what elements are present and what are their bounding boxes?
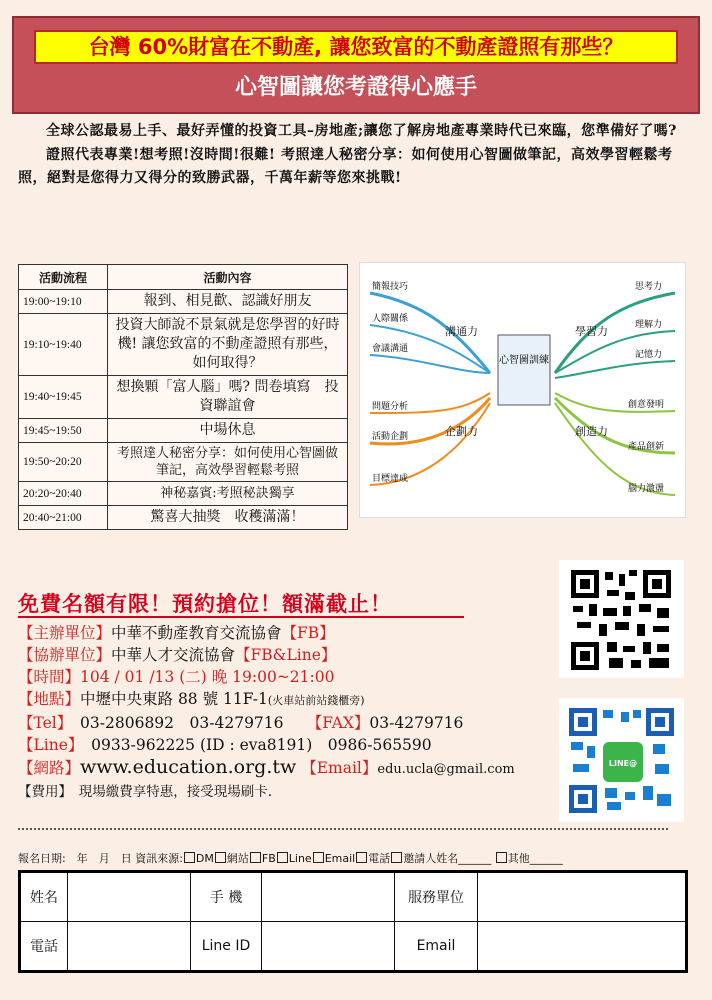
checkbox-other[interactable] — [496, 852, 507, 863]
line-at-label: LINE@ — [608, 759, 638, 768]
input-company[interactable] — [478, 872, 687, 922]
branch-label: 創造力 — [575, 425, 608, 438]
branch-label: 學習力 — [575, 325, 608, 338]
leaf-label: 記憶力 — [635, 350, 663, 360]
qr-code-fb[interactable] — [559, 560, 684, 678]
fax-number: 03-4279716 — [369, 714, 464, 732]
table-row: 19:40~19:45 想換顆「富人腦」嗎? 問卷填寫 投資聯誼會 — [19, 376, 348, 419]
intro-paragraph-2: 證照代表專業!想考照!沒時間!很難! 考照達人秘密分享：如何使用心智圖做筆記，高效學習輕鬆考照，絕對是您得力又得分的致勝武器，千萬年薪等您來挑戰! — [18, 146, 673, 186]
leaf-label: 思考力 — [635, 282, 663, 292]
checkbox-phone[interactable] — [356, 852, 367, 863]
table-row: 19:00~19:10 報到、相見歡、認識好朋友 — [19, 290, 348, 314]
leaf-label: 創意發明 — [628, 400, 665, 410]
leaf-label: 會議溝通 — [372, 344, 409, 354]
cut-line-divider — [18, 828, 668, 830]
host-name: 中華不動產教育交流協會 — [111, 624, 282, 642]
schedule-header-time: 活動流程 — [19, 265, 108, 290]
mind-map-image — [359, 262, 686, 518]
intro-paragraph-1: 全球公認最易上手、最好弄懂的投資工具–房地產;讓您了解房地產專業時代已來臨，您準備好了嗎? — [46, 123, 677, 139]
leaf-label: 產品創新 — [628, 442, 665, 452]
label-company: 服務單位 — [395, 872, 478, 922]
label-line-id: Line ID — [191, 922, 262, 972]
branch-label: 企劃力 — [445, 425, 478, 438]
free-slots-notice: 免費名額有限！預約搶位！額滿截止！ — [18, 591, 392, 616]
table-row: 20:20~20:40 神秘嘉賓:考照秘訣獨享 — [19, 482, 348, 506]
schedule-table — [18, 264, 348, 530]
table-row: 20:40~21:00 驚喜大抽獎 收穫滿滿！ — [19, 506, 348, 530]
fee-info: 現場繳費享特惠，接受現場刷卡. — [78, 784, 273, 800]
leaf-label: 目標達成 — [372, 474, 409, 484]
intro-text — [18, 120, 678, 191]
checkbox-line[interactable] — [277, 852, 288, 863]
schedule-header-content: 活動內容 — [108, 265, 348, 290]
event-time: 104 / 01 /13 (二) 晚 19:00~21:00 — [80, 668, 335, 686]
label-mobile: 手 機 — [191, 872, 262, 922]
mind-map-center: 心智圖訓練 — [499, 355, 549, 366]
co-host-name: 中華人才交流協會 — [111, 646, 236, 664]
leaf-label: 人際關係 — [372, 314, 409, 324]
input-mobile[interactable] — [262, 872, 395, 922]
input-name[interactable] — [68, 872, 191, 922]
branch-label: 溝通力 — [445, 325, 478, 338]
input-phone[interactable] — [68, 922, 191, 972]
checkbox-website[interactable] — [215, 852, 226, 863]
table-row: 19:45~19:50 中場休息 — [19, 419, 348, 443]
website-link[interactable]: www.education.org.tw — [80, 756, 297, 778]
input-email[interactable] — [478, 922, 687, 972]
qr-code-icon — [559, 560, 684, 678]
banner-subtitle: 心智圖讓您考證得心應手 — [234, 75, 477, 100]
email-link[interactable]: edu.ucla@gmail.com — [377, 762, 515, 777]
registration-form-table — [18, 870, 688, 973]
checkbox-dm[interactable] — [184, 852, 195, 863]
header-banner — [12, 16, 700, 114]
checkbox-email[interactable] — [313, 852, 324, 863]
table-row: 19:10~19:40 投資大師說不景氣就是您學習的好時機! 讓您致富的不動產證照有那些，如何取得？ — [19, 314, 348, 376]
checkbox-inviter[interactable] — [391, 852, 402, 863]
leaf-label: 活動企劃 — [372, 432, 409, 442]
qr-code-line[interactable] — [559, 698, 684, 822]
line-qr-code-icon — [559, 698, 684, 822]
banner-title: 台灣 60%財富在不動產, 讓您致富的不動產證照有那些？ — [34, 30, 678, 64]
event-place: 中壢中央東路 88 號 11F-1 — [80, 690, 268, 708]
label-name: 姓名 — [20, 872, 68, 922]
checkbox-fb[interactable] — [250, 852, 261, 863]
leaf-label: 理解力 — [635, 320, 663, 330]
table-row: 19:50~20:20 考照達人秘密分享：如何使用心智圖做筆記，高效學習輕鬆考照 — [19, 443, 348, 482]
registration-info-line: 報名日期: 年 月 日 資訊來源: DM 網站 FB Line Email 電話 邀請人姓名______ 其他______ — [18, 852, 563, 865]
label-email: Email — [395, 922, 478, 972]
leaf-label: 腦力激盪 — [628, 484, 665, 494]
leaf-label: 簡報技巧 — [372, 282, 409, 292]
tel-numbers: 03-2806892 03-4279716 — [80, 714, 284, 732]
event-info: 【主辦單位】中華不動產教育交流協會【FB】 【協辦單位】中華人才交流協會【FB&Line】 【時間】104 / 01 /13 (二) 晚 19:00~21:00 【地點】中壢中央東路 88 號 11F-1(火車站前站錢櫃旁) 【Tel】 03-2806892 03-4279716 【FAX】03-4279716 【Line】 0933-962225 (ID : eva8191) 0986-565590 【網路】www.education.org.tw 【Email】edu.ucla@gmail.com 【費用】 現場繳費享特惠，接受現場刷卡. — [18, 624, 515, 800]
label-phone: 電話 — [20, 922, 68, 972]
input-line-id[interactable] — [262, 922, 395, 972]
line-contact: 0933-962225 (ID : eva8191) 0986-565590 — [91, 736, 432, 754]
free-underline — [18, 616, 464, 618]
mind-map-graphic — [360, 263, 685, 517]
leaf-label: 問題分析 — [372, 402, 409, 412]
